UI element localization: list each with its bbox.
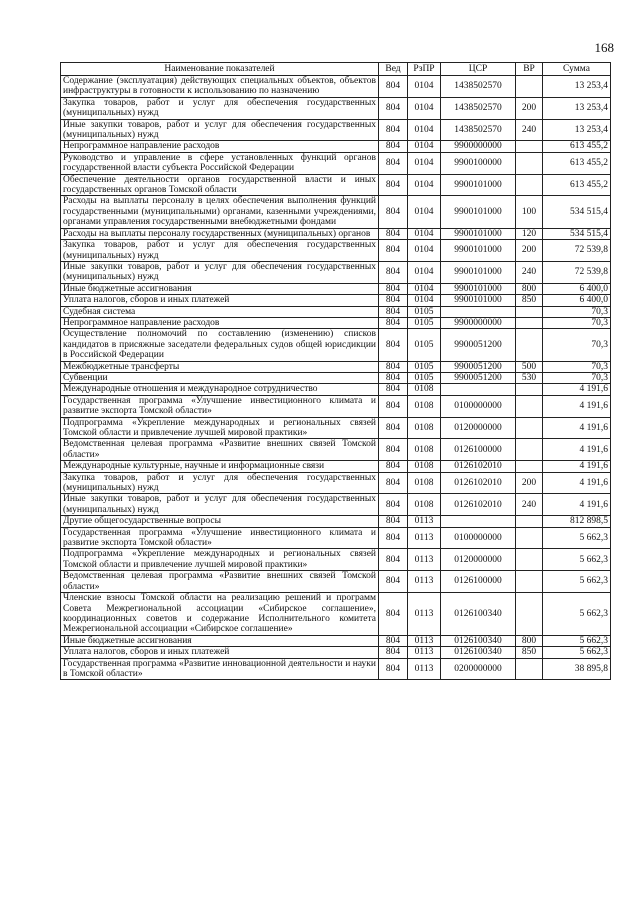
cell-vr: 800 — [516, 283, 543, 294]
cell-sum: 38 895,8 — [543, 658, 611, 680]
cell-rzpr: 0104 — [408, 283, 441, 294]
cell-csr: 0126100340 — [441, 647, 516, 658]
header-name: Наименование показателей — [61, 63, 379, 76]
cell-ved: 804 — [379, 361, 408, 372]
table-row — [61, 494, 611, 516]
cell-csr: 0126100340 — [441, 593, 516, 636]
cell-ved: 804 — [379, 527, 408, 549]
cell-rzpr: 0113 — [408, 635, 441, 646]
cell-name: Расходы на выплаты персоналу в целях обеспечения выполнения функций государственными (муниципальными) органами, казенными учреждениями, органами управления государственными внебюджетными фондами — [61, 196, 379, 228]
table-row — [61, 647, 611, 658]
table-row — [61, 372, 611, 383]
cell-sum: 4 191,6 — [543, 417, 611, 439]
table-row — [61, 228, 611, 239]
cell-name: Ведомственная целевая программа «Развитие внешних связей Томской области» — [61, 439, 379, 461]
cell-vr — [516, 439, 543, 461]
cell-vr — [516, 141, 543, 152]
cell-ved: 804 — [379, 97, 408, 119]
cell-vr — [516, 395, 543, 417]
header-vr: ВР — [516, 63, 543, 76]
cell-ved: 804 — [379, 196, 408, 228]
cell-rzpr: 0104 — [408, 174, 441, 196]
cell-ved: 804 — [379, 635, 408, 646]
cell-name: Руководство и управление в сфере установленных функций органов государственной власти субъекта Российской Федерации — [61, 152, 379, 174]
cell-rzpr: 0105 — [408, 306, 441, 317]
cell-csr: 0200000000 — [441, 658, 516, 680]
cell-rzpr: 0104 — [408, 228, 441, 239]
cell-name: Закупка товаров, работ и услуг для обеспечения государственных (муниципальных) нужд — [61, 240, 379, 262]
cell-vr — [516, 76, 543, 98]
cell-vr: 850 — [516, 295, 543, 306]
cell-rzpr: 0104 — [408, 152, 441, 174]
cell-name: Непрограммное направление расходов — [61, 141, 379, 152]
cell-name: Другие общегосударственные вопросы — [61, 516, 379, 527]
table-row — [61, 196, 611, 228]
cell-vr — [516, 658, 543, 680]
cell-rzpr: 0104 — [408, 119, 441, 141]
cell-name: Иные бюджетные ассигнования — [61, 283, 379, 294]
table-row — [61, 571, 611, 593]
cell-rzpr: 0104 — [408, 97, 441, 119]
cell-ved: 804 — [379, 261, 408, 283]
cell-csr: 0126100000 — [441, 439, 516, 461]
cell-rzpr: 0113 — [408, 549, 441, 571]
header-rzpr: РзПР — [408, 63, 441, 76]
table-row — [61, 141, 611, 152]
cell-csr: 9900101000 — [441, 228, 516, 239]
cell-sum: 4 191,6 — [543, 472, 611, 494]
cell-rzpr: 0113 — [408, 647, 441, 658]
cell-name: Уплата налогов, сборов и иных платежей — [61, 647, 379, 658]
cell-name: Закупка товаров, работ и услуг для обеспечения государственных (муниципальных) нужд — [61, 472, 379, 494]
cell-name: Государственная программа «Улучшение инвестиционного климата и развитие экспорта Томской области» — [61, 395, 379, 417]
cell-rzpr: 0104 — [408, 76, 441, 98]
cell-sum: 4 191,6 — [543, 439, 611, 461]
cell-csr: 9900000000 — [441, 141, 516, 152]
cell-sum: 70,3 — [543, 372, 611, 383]
cell-name: Иные закупки товаров, работ и услуг для обеспечения государственных (муниципальных) нужд — [61, 119, 379, 141]
cell-ved: 804 — [379, 593, 408, 636]
cell-name: Государственная программа «Улучшение инвестиционного климата и развитие экспорта Томской области» — [61, 527, 379, 549]
cell-sum: 5 662,3 — [543, 527, 611, 549]
table-row — [61, 283, 611, 294]
cell-csr: 9900101000 — [441, 283, 516, 294]
cell-ved: 804 — [379, 317, 408, 328]
table-row — [61, 516, 611, 527]
cell-vr: 200 — [516, 472, 543, 494]
table-row — [61, 317, 611, 328]
cell-ved: 804 — [379, 141, 408, 152]
cell-name: Межбюджетные трансферты — [61, 361, 379, 372]
cell-ved: 804 — [379, 295, 408, 306]
cell-csr — [441, 306, 516, 317]
cell-ved: 804 — [379, 119, 408, 141]
cell-rzpr: 0104 — [408, 196, 441, 228]
cell-vr — [516, 152, 543, 174]
cell-ved: 804 — [379, 395, 408, 417]
cell-ved: 804 — [379, 658, 408, 680]
cell-rzpr: 0104 — [408, 141, 441, 152]
cell-rzpr: 0104 — [408, 295, 441, 306]
cell-ved: 804 — [379, 283, 408, 294]
table-row — [61, 395, 611, 417]
cell-vr — [516, 329, 543, 361]
cell-vr: 850 — [516, 647, 543, 658]
cell-csr: 9900051200 — [441, 372, 516, 383]
cell-csr — [441, 384, 516, 395]
table-body — [61, 76, 611, 680]
cell-rzpr: 0113 — [408, 516, 441, 527]
cell-sum: 13 253,4 — [543, 76, 611, 98]
cell-name: Субвенции — [61, 372, 379, 383]
cell-name: Непрограммное направление расходов — [61, 317, 379, 328]
table-row — [61, 295, 611, 306]
table-row — [61, 635, 611, 646]
cell-vr: 200 — [516, 97, 543, 119]
cell-vr — [516, 527, 543, 549]
cell-csr: 0126102010 — [441, 461, 516, 472]
cell-csr: 0126102010 — [441, 472, 516, 494]
header-csr: ЦСР — [441, 63, 516, 76]
cell-sum: 534 515,4 — [543, 228, 611, 239]
cell-sum: 5 662,3 — [543, 647, 611, 658]
cell-vr — [516, 417, 543, 439]
table-row — [61, 119, 611, 141]
cell-ved: 804 — [379, 384, 408, 395]
cell-csr: 0120000000 — [441, 549, 516, 571]
cell-rzpr: 0113 — [408, 658, 441, 680]
cell-ved: 804 — [379, 494, 408, 516]
cell-rzpr: 0108 — [408, 384, 441, 395]
cell-csr: 0126100340 — [441, 635, 516, 646]
cell-vr — [516, 317, 543, 328]
cell-sum: 13 253,4 — [543, 119, 611, 141]
cell-csr: 0120000000 — [441, 417, 516, 439]
cell-rzpr: 0105 — [408, 329, 441, 361]
cell-sum: 5 662,3 — [543, 549, 611, 571]
cell-ved: 804 — [379, 306, 408, 317]
table-row — [61, 240, 611, 262]
cell-rzpr: 0108 — [408, 395, 441, 417]
cell-csr: 0126100000 — [441, 571, 516, 593]
cell-vr — [516, 593, 543, 636]
cell-vr: 500 — [516, 361, 543, 372]
cell-name: Подпрограмма «Укрепление международных и региональных связей Томской области и привлечение лучшей мировой практики» — [61, 417, 379, 439]
cell-vr — [516, 571, 543, 593]
cell-vr: 530 — [516, 372, 543, 383]
cell-csr: 1438502570 — [441, 76, 516, 98]
cell-rzpr: 0108 — [408, 494, 441, 516]
table-row — [61, 527, 611, 549]
cell-vr — [516, 549, 543, 571]
cell-name: Содержание (эксплуатация) действующих специальных объектов, объектов инфраструктуры в готовности к использованию по назначению — [61, 76, 379, 98]
cell-sum: 534 515,4 — [543, 196, 611, 228]
cell-sum: 70,3 — [543, 329, 611, 361]
cell-name: Обеспечение деятельности органов государственной власти и иных государственных органов Томской области — [61, 174, 379, 196]
cell-vr: 240 — [516, 261, 543, 283]
cell-ved: 804 — [379, 549, 408, 571]
table-row — [61, 472, 611, 494]
header-sum: Сумма — [543, 63, 611, 76]
cell-vr — [516, 461, 543, 472]
table-row — [61, 461, 611, 472]
cell-csr: 9900051200 — [441, 361, 516, 372]
table-row — [61, 658, 611, 680]
cell-csr: 9900000000 — [441, 317, 516, 328]
table-row — [61, 417, 611, 439]
cell-sum: 72 539,8 — [543, 261, 611, 283]
cell-ved: 804 — [379, 240, 408, 262]
cell-sum: 4 191,6 — [543, 384, 611, 395]
cell-ved: 804 — [379, 329, 408, 361]
cell-rzpr: 0113 — [408, 593, 441, 636]
cell-vr — [516, 516, 543, 527]
table-header-row — [61, 63, 611, 76]
table-row — [61, 152, 611, 174]
cell-csr: 9900101000 — [441, 261, 516, 283]
cell-vr — [516, 306, 543, 317]
cell-name: Государственная программа «Развитие инновационной деятельности и науки в Томской области» — [61, 658, 379, 680]
cell-name: Ведомственная целевая программа «Развитие внешних связей Томской области» — [61, 571, 379, 593]
cell-csr: 9900051200 — [441, 329, 516, 361]
cell-csr: 9900100000 — [441, 152, 516, 174]
cell-name: Членские взносы Томской области на реализацию решений и программ Совета Межрегиональной ассоциации «Сибирское соглашение», координационных советов и содержание Исполнительного комитета Межрегиональной ассоциации «Сибирское соглашение» — [61, 593, 379, 636]
cell-ved: 804 — [379, 174, 408, 196]
cell-sum: 5 662,3 — [543, 571, 611, 593]
cell-sum: 613 455,2 — [543, 152, 611, 174]
cell-sum: 4 191,6 — [543, 461, 611, 472]
cell-csr: 1438502570 — [441, 97, 516, 119]
cell-vr: 800 — [516, 635, 543, 646]
cell-ved: 804 — [379, 152, 408, 174]
cell-vr — [516, 384, 543, 395]
cell-sum: 5 662,3 — [543, 593, 611, 636]
cell-rzpr: 0105 — [408, 361, 441, 372]
table-row — [61, 261, 611, 283]
cell-sum: 5 662,3 — [543, 635, 611, 646]
table-row — [61, 361, 611, 372]
cell-vr: 240 — [516, 494, 543, 516]
cell-ved: 804 — [379, 372, 408, 383]
cell-csr — [441, 516, 516, 527]
cell-rzpr: 0113 — [408, 571, 441, 593]
page-number: 168 — [594, 40, 614, 55]
cell-name: Иные закупки товаров, работ и услуг для обеспечения государственных (муниципальных) нужд — [61, 494, 379, 516]
cell-rzpr: 0104 — [408, 240, 441, 262]
cell-name: Расходы на выплаты персоналу государственных (муниципальных) органов — [61, 228, 379, 239]
cell-name: Иные закупки товаров, работ и услуг для обеспечения государственных (муниципальных) нужд — [61, 261, 379, 283]
cell-rzpr: 0108 — [408, 417, 441, 439]
cell-csr: 1438502570 — [441, 119, 516, 141]
cell-ved: 804 — [379, 76, 408, 98]
cell-vr — [516, 174, 543, 196]
cell-vr: 120 — [516, 228, 543, 239]
cell-ved: 804 — [379, 439, 408, 461]
cell-rzpr: 0108 — [408, 461, 441, 472]
cell-name: Международные отношения и международное сотрудничество — [61, 384, 379, 395]
table-row — [61, 384, 611, 395]
cell-vr: 100 — [516, 196, 543, 228]
cell-sum: 613 455,2 — [543, 174, 611, 196]
cell-name: Осуществление полномочий по составлению (изменению) списков кандидатов в присяжные заседатели федеральных судов общей юрисдикции в Российской Федерации — [61, 329, 379, 361]
cell-sum: 72 539,8 — [543, 240, 611, 262]
cell-csr: 9900101000 — [441, 196, 516, 228]
cell-ved: 804 — [379, 417, 408, 439]
cell-rzpr: 0105 — [408, 372, 441, 383]
header-ved: Вед — [379, 63, 408, 76]
cell-csr: 0100000000 — [441, 527, 516, 549]
cell-sum: 4 191,6 — [543, 395, 611, 417]
table-row — [61, 329, 611, 361]
cell-sum: 13 253,4 — [543, 97, 611, 119]
cell-rzpr: 0108 — [408, 472, 441, 494]
cell-sum: 6 400,0 — [543, 295, 611, 306]
cell-rzpr: 0105 — [408, 317, 441, 328]
cell-csr: 0126102010 — [441, 494, 516, 516]
cell-sum: 70,3 — [543, 306, 611, 317]
cell-sum: 812 898,5 — [543, 516, 611, 527]
cell-name: Подпрограмма «Укрепление международных и региональных связей Томской области и привлечение лучшей мировой практики» — [61, 549, 379, 571]
cell-csr: 9900101000 — [441, 174, 516, 196]
cell-ved: 804 — [379, 472, 408, 494]
cell-sum: 70,3 — [543, 361, 611, 372]
table-row — [61, 593, 611, 636]
budget-table — [60, 62, 611, 680]
table-row — [61, 439, 611, 461]
cell-vr: 200 — [516, 240, 543, 262]
cell-sum: 613 455,2 — [543, 141, 611, 152]
cell-name: Закупка товаров, работ и услуг для обеспечения государственных (муниципальных) нужд — [61, 97, 379, 119]
cell-ved: 804 — [379, 647, 408, 658]
cell-ved: 804 — [379, 516, 408, 527]
cell-vr: 240 — [516, 119, 543, 141]
cell-csr: 0100000000 — [441, 395, 516, 417]
cell-rzpr: 0108 — [408, 439, 441, 461]
cell-name: Международные культурные, научные и информационные связи — [61, 461, 379, 472]
cell-sum: 6 400,0 — [543, 283, 611, 294]
cell-name: Судебная система — [61, 306, 379, 317]
cell-ved: 804 — [379, 571, 408, 593]
cell-sum: 70,3 — [543, 317, 611, 328]
cell-csr: 9900101000 — [441, 295, 516, 306]
cell-sum: 4 191,6 — [543, 494, 611, 516]
table-row — [61, 76, 611, 98]
table-row — [61, 174, 611, 196]
cell-name: Уплата налогов, сборов и иных платежей — [61, 295, 379, 306]
cell-csr: 9900101000 — [441, 240, 516, 262]
table-row — [61, 549, 611, 571]
table-row — [61, 97, 611, 119]
cell-rzpr: 0104 — [408, 261, 441, 283]
cell-ved: 804 — [379, 228, 408, 239]
cell-ved: 804 — [379, 461, 408, 472]
cell-rzpr: 0113 — [408, 527, 441, 549]
cell-name: Иные бюджетные ассигнования — [61, 635, 379, 646]
table-row — [61, 306, 611, 317]
